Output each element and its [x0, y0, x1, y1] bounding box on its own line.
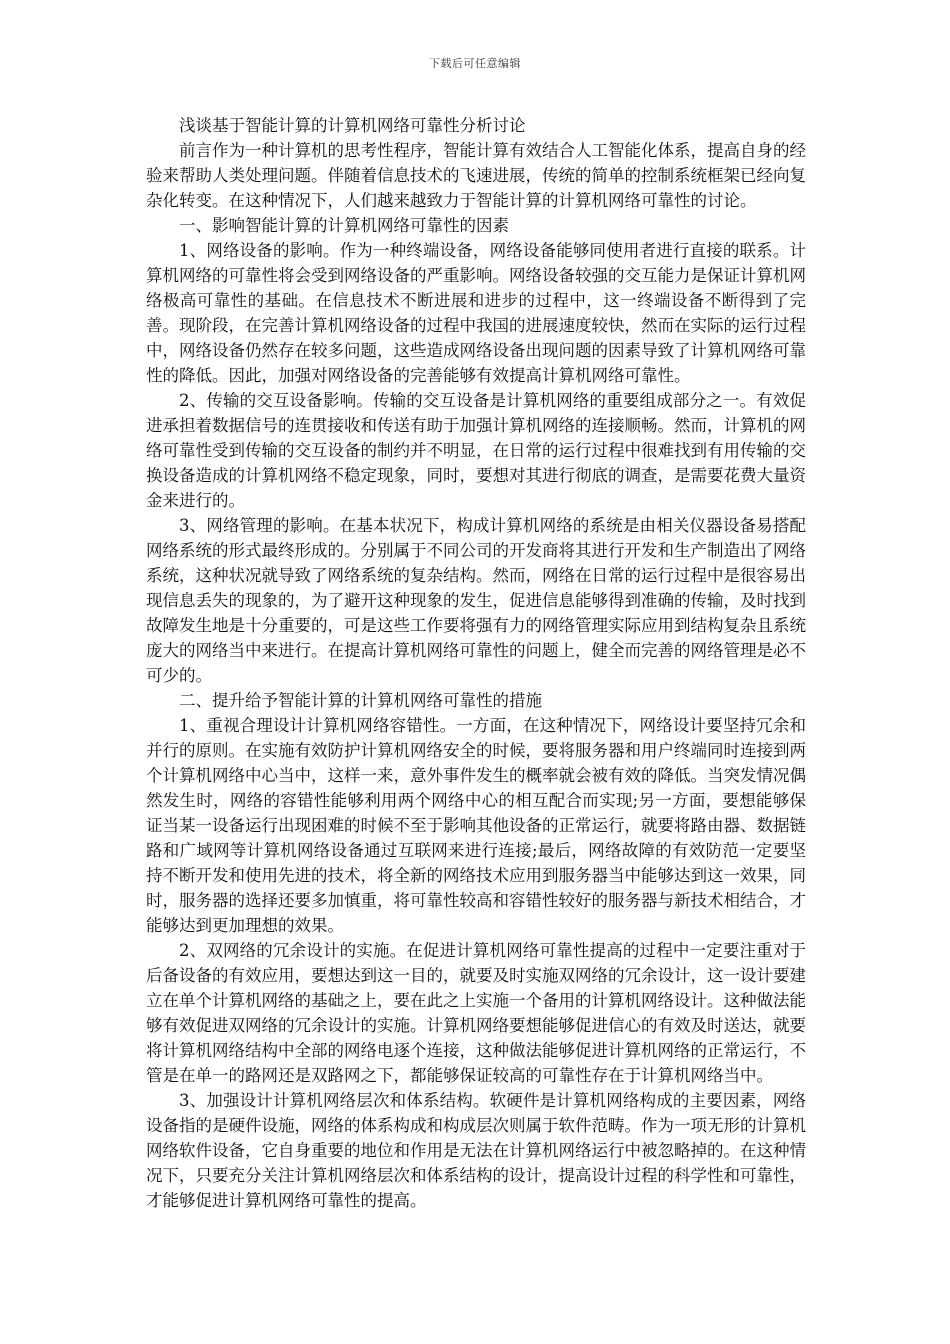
section-2-paragraph-3: 3、加强设计计算机网络层次和体系结构。软硬件是计算机网络构成的主要因素，网络设备指的是硬件设施，网络的体系构成和构成层次则属于软件范畴。作为一项无形的计算机网络软件设备，它自身重要的地位和作用是无法在计算机网络运行中被忽略掉的。在这种情况下，只要充分关注计算机网络层次和体系结构的设计，提高设计过程的科学性和可靠性，才能够促进计算机网络可靠性的提高。: [146, 1091, 806, 1210]
preface-paragraph: 前言作为一种计算机的思考性程序，智能计算有效结合人工智能化体系，提高自身的经验来帮助人类处理问题。伴随着信息技术的飞速进展，传统的简单的控制系统框架已经向复杂化转变。在这种情况下，人们越来越致力于智能计算的计算机网络可靠性的讨论。: [146, 141, 806, 210]
section-1-paragraph-2: 2、传输的交互设备影响。传输的交互设备是计算机网络的重要组成部分之一。有效促进承担着数据信号的连贯接收和传送有助于加强计算机网络的连接顺畅。然而，计算机的网络可靠性受到传输的交互设备的制约并不明显，在日常的运行过程中很难找到有用传输的交换设备造成的计算机网络不稳定现象，同时，要想对其进行彻底的调查，是需要花费大量资金来进行的。: [146, 391, 806, 510]
section-1-heading: 一、影响智能计算的计算机网络可靠性的因素: [179, 216, 509, 235]
page-header-note: 下载后可任意编辑: [429, 57, 521, 70]
document-title: 浅谈基于智能计算的计算机网络可靠性分析讨论: [179, 116, 526, 135]
section-1-paragraph-3: 3、网络管理的影响。在基本状况下，构成计算机网络的系统是由相关仪器设备易搭配网络系统的形式最终形成的。分别属于不同公司的开发商将其进行开发和生产制造出了网络系统，这种状况就导致了网络系统的复杂结构。然而，网络在日常的运行过程中是很容易出现信息丢失的现象的，为了避开这种现象的发生，促进信息能够得到准确的传输，及时找到故障发生地是十分重要的，可是这些工作要将强有力的网络管理实际应用到结构复杂且系统庞大的网络当中来进行。在提高计算机网络可靠性的问题上，健全而完善的网络管理是必不可少的。: [146, 516, 806, 685]
section-2-paragraph-2: 2、双网络的冗余设计的实施。在促进计算机网络可靠性提高的过程中一定要注重对于后备设备的有效应用，要想达到这一目的，就要及时实施双网络的冗余设计，这一设计要建立在单个计算机网络的基础之上，要在此之上实施一个备用的计算机网络设计。这种做法能够有效促进双网络的冗余设计的实施。计算机网络要想能够促进信心的有效及时送达，就要将计算机网络结构中全部的网络电逐个连接，这种做法能够促进计算机网络的正常运行，不管是在单一的路网还是双路网之下，都能够保证较高的可靠性存在于计算机网络当中。: [146, 941, 806, 1085]
section-2-heading: 二、提升给予智能计算的计算机网络可靠性的措施: [179, 691, 542, 710]
section-2-paragraph-1: 1、重视合理设计计算机网络容错性。一方面，在这种情况下，网络设计要坚持冗余和并行的原则。在实施有效防护计算机网络安全的时候，要将服务器和用户终端同时连接到两个计算机网络中心当中，这样一来，意外事件发生的概率就会被有效的降低。当突发情况偶然发生时，网络的容错性能够利用两个网络中心的相互配合而实现;另一方面，要想能够保证当某一设备运行出现困难的时候不至于影响其他设备的正常运行，就要将路由器、数据链路和广域网等计算机网络设备通过互联网来进行连接;最后，网络故障的有效防范一定要坚持不断开发和使用先进的技术，将全新的网络技术应用到服务器当中能够达到这一效果，同时，服务器的选择还要多加慎重，将可靠性较高和容错性较好的服务器与新技术相结合，才能够达到更加理想的效果。: [146, 716, 806, 935]
document-body: [146, 113, 806, 1213]
section-1-paragraph-1: 1、网络设备的影响。作为一种终端设备，网络设备能够同使用者进行直接的联系。计算机网络的可靠性将会受到网络设备的严重影响。网络设备较强的交互能力是保证计算机网络极高可靠性的基础。在信息技术不断进展和进步的过程中，这一终端设备不断得到了完善。现阶段，在完善计算机网络设备的过程中我国的进展速度较快，然而在实际的运行过程中，网络设备仍然存在较多问题，这些造成网络设备出现问题的因素导致了计算机网络可靠性的降低。因此，加强对网络设备的完善能够有效提高计算机网络可靠性。: [146, 241, 806, 385]
